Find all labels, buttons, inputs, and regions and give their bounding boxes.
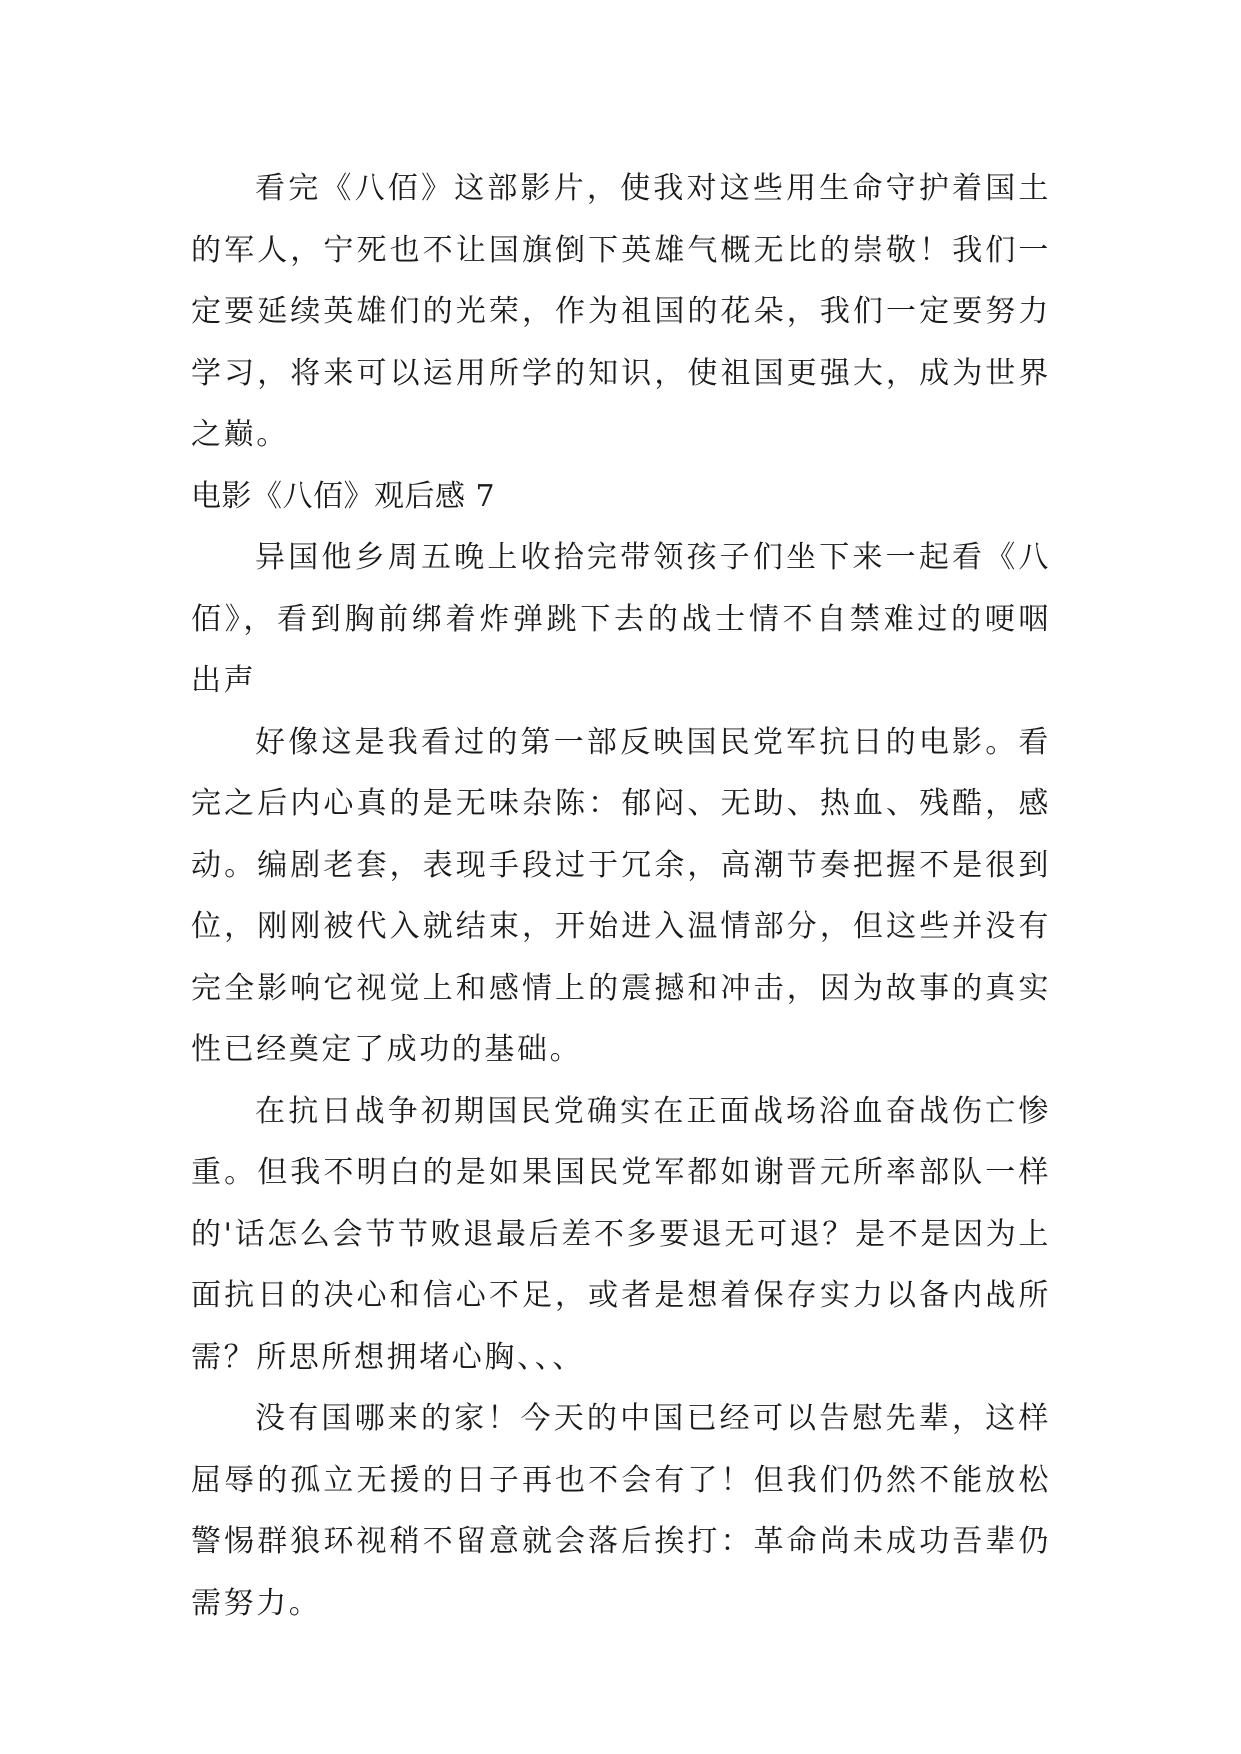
document-page: [191, 158, 1051, 1634]
body-paragraph-4: 没有国哪来的家！今天的中国已经可以告慰先辈，这样屈辱的孤立无援的日子再也不会有了！但我们仍然不能放松警惕群狼环视稍不留意就会落后挨打：革命尚未成功吾辈仍需努力。: [191, 1401, 1051, 1621]
section-title: 电影《八佰》观后感 7: [191, 478, 496, 514]
body-paragraph-2: 好像这是我看过的第一部反映国民党军抗日的电影。看完之后内心真的是无味杂陈：郁闷、无助、热血、残酷，感动。编剧老套，表现手段过于冗余，高潮节奏把握不是很到位，刚刚被代入就结束，开始进入温情部分，但这些并没有完全影响它视觉上和感情上的震撼和冲击，因为故事的真实性已经奠定了成功的基础。: [191, 724, 1051, 1067]
body-paragraph-1: 异国他乡周五晚上收拾完带领孩子们坐下来一起看《八佰》，看到胸前绑着炸弹跳下去的战士情不自禁难过的哽咽出声: [191, 540, 1051, 698]
intro-paragraph: 看完《八佰》这部影片，使我对这些用生命守护着国土的军人，宁死也不让国旗倒下英雄气概无比的崇敬！我们一定要延续英雄们的光荣，作为祖国的花朵，我们一定要努力学习，将来可以运用所学的知识，使祖国更强大，成为世界之巅。: [191, 171, 1051, 452]
body-paragraph-3: 在抗日战争初期国民党确实在正面战场浴血奋战伤亡惨重。但我不明白的是如果国民党军都如谢晋元所率部队一样的'话怎么会节节败退最后差不多要退无可退？是不是因为上面抗日的决心和信心不足，或者是想着保存实力以备内战所需？所思所想拥堵心胸、、、: [191, 1093, 1051, 1375]
